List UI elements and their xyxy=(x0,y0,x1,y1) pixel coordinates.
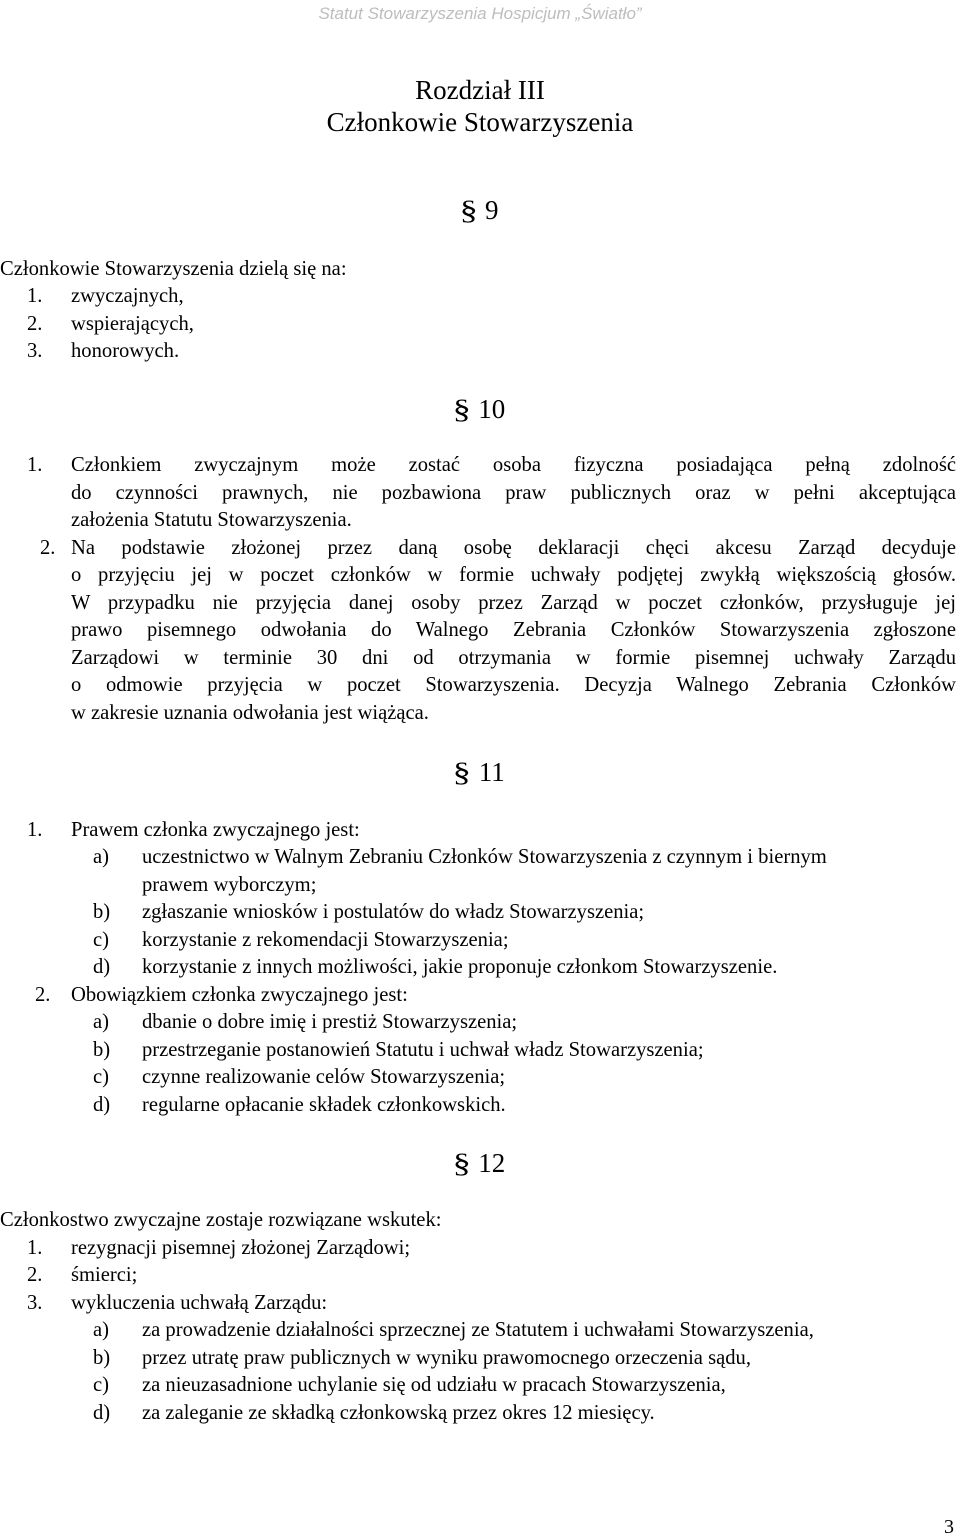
s10-p2-num: 2. xyxy=(40,537,56,559)
chapter-number: Rozdział III xyxy=(415,75,545,105)
section-number: 12 xyxy=(478,1148,506,1178)
s11-p1-letter: a) xyxy=(93,846,109,868)
section-heading-12 xyxy=(0,1147,960,1179)
s11-p1-letter: c) xyxy=(93,929,109,951)
s11-p1-item: korzystanie z rekomendacji Stowarzyszenia; xyxy=(142,929,509,951)
running-header: Statut Stowarzyszenia Hospicjum „Światło” xyxy=(318,4,642,23)
s10-p1-line: założenia Statutu Stowarzyszenia. xyxy=(71,509,352,531)
s9-item-num: 3. xyxy=(27,340,43,362)
s11-p1-item: uczestnictwo w Walnym Zebraniu Członków Stowarzyszenia z czynnym i biernym xyxy=(142,846,827,868)
s12-sub-letter: c) xyxy=(93,1374,109,1396)
s11-p2-letter: a) xyxy=(93,1011,109,1033)
s9-item-num: 1. xyxy=(27,285,43,307)
s11-p2-item: dbanie o dobre imię i prestiż Stowarzyszenia; xyxy=(142,1011,518,1033)
s12-item-num: 2. xyxy=(27,1264,43,1286)
section-heading-9 xyxy=(0,194,960,226)
s12-item-text: wykluczenia uchwałą Zarządu: xyxy=(71,1292,328,1314)
s11-p2-item: czynne realizowanie celów Stowarzyszenia; xyxy=(142,1066,506,1088)
s11-p1-item-cont: prawem wyborczym; xyxy=(142,874,317,896)
s9-item-text: wspierających, xyxy=(71,313,194,335)
s10-p1-line: do czynności prawnych, nie pozbawiona praw publicznych oraz w pełni akceptująca xyxy=(71,482,956,504)
section-number: 10 xyxy=(478,394,506,424)
s11-p2-letter: b) xyxy=(93,1039,111,1061)
section-heading-10 xyxy=(0,393,960,425)
s11-p2-letter: c) xyxy=(93,1066,109,1088)
s10-p2-line: w zakresie uznania odwołania jest wiążąca. xyxy=(71,702,429,724)
s9-item-num: 2. xyxy=(27,313,43,335)
s11-p2-item: regularne opłacanie składek członkowskich. xyxy=(142,1094,506,1116)
s9-item-text: zwyczajnych, xyxy=(71,285,184,307)
s9-intro: Członkowie Stowarzyszenia dzielą się na: xyxy=(0,258,347,280)
s12-intro: Członkostwo zwyczajne zostaje rozwiązane wskutek: xyxy=(0,1209,442,1231)
s12-item-num: 3. xyxy=(27,1292,43,1314)
s12-sub-item: za zaleganie ze składką członkowską przez okres 12 miesięcy. xyxy=(142,1402,655,1424)
s11-p2-num: 2. xyxy=(35,984,51,1006)
s10-p2-line: W przypadku nie przyjęcia danej osoby przez Zarząd w poczet członków, przysługuje jej xyxy=(71,592,956,614)
s12-item-text: rezygnacji pisemnej złożonej Zarządowi; xyxy=(71,1237,411,1259)
s11-p1-item: zgłaszanie wniosków i postulatów do władz Stowarzyszenia; xyxy=(142,901,645,923)
s12-sub-letter: b) xyxy=(93,1347,111,1369)
page-number: 3 xyxy=(944,1516,954,1538)
s11-p1-text: Prawem członka zwyczajnego jest: xyxy=(71,819,360,841)
s12-item-text: śmierci; xyxy=(71,1264,138,1286)
s11-p2-item: przestrzeganie postanowień Statutu i uchwał władz Stowarzyszenia; xyxy=(142,1039,704,1061)
s12-sub-letter: d) xyxy=(93,1402,111,1424)
section-number: 11 xyxy=(478,757,505,787)
s11-p1-letter: d) xyxy=(93,956,111,978)
s10-p2-line: o przyjęciu jej w poczet członków w formie uchwały podjętej zwykłą większością głosów. xyxy=(71,564,956,586)
s11-p1-item: korzystanie z innych możliwości, jakie proponuje członkom Stowarzyszenie. xyxy=(142,956,778,978)
s10-p2-line: o odmowie przyjęcia w poczet Stowarzyszenia. Decyzja Walnego Zebrania Członków xyxy=(71,674,956,696)
section-sign: § xyxy=(452,757,472,787)
s9-item-text: honorowych. xyxy=(71,340,180,362)
section-heading-11 xyxy=(0,756,960,788)
s12-sub-item: za nieuzasadnione uchylanie się od udziału w pracach Stowarzyszenia, xyxy=(142,1374,726,1396)
s11-p2-letter: d) xyxy=(93,1094,111,1116)
s12-sub-item: za prowadzenie działalności sprzecznej ze Statutem i uchwałami Stowarzyszenia, xyxy=(142,1319,814,1341)
s11-p2-text: Obowiązkiem członka zwyczajnego jest: xyxy=(71,984,408,1006)
section-number: 9 xyxy=(485,195,499,225)
section-sign: § xyxy=(452,394,471,424)
section-sign: § xyxy=(459,195,478,225)
s10-p1-num: 1. xyxy=(27,454,43,476)
s12-sub-item: przez utratę praw publicznych w wyniku prawomocnego orzeczenia sądu, xyxy=(142,1347,751,1369)
s11-p1-num: 1. xyxy=(27,819,43,841)
s12-item-num: 1. xyxy=(27,1237,43,1259)
s12-sub-letter: a) xyxy=(93,1319,109,1341)
chapter-title: Członkowie Stowarzyszenia xyxy=(326,107,634,137)
s10-p2-line: Na podstawie złożonej przez daną osobę deklaracji chęci akcesu Zarząd decyduje xyxy=(71,537,956,559)
s10-p2-line: Zarządowi w terminie 30 dni od otrzymania w formie pisemnej uchwały Zarządu xyxy=(71,647,956,669)
s11-p1-letter: b) xyxy=(93,901,111,923)
s10-p1-line: Członkiem zwyczajnym może zostać osoba fizyczna posiadająca pełną zdolność xyxy=(71,454,956,476)
section-sign: § xyxy=(452,1148,471,1178)
s10-p2-line: prawo pisemnego odwołania do Walnego Zebrania Członków Stowarzyszenia zgłoszone xyxy=(71,619,956,641)
